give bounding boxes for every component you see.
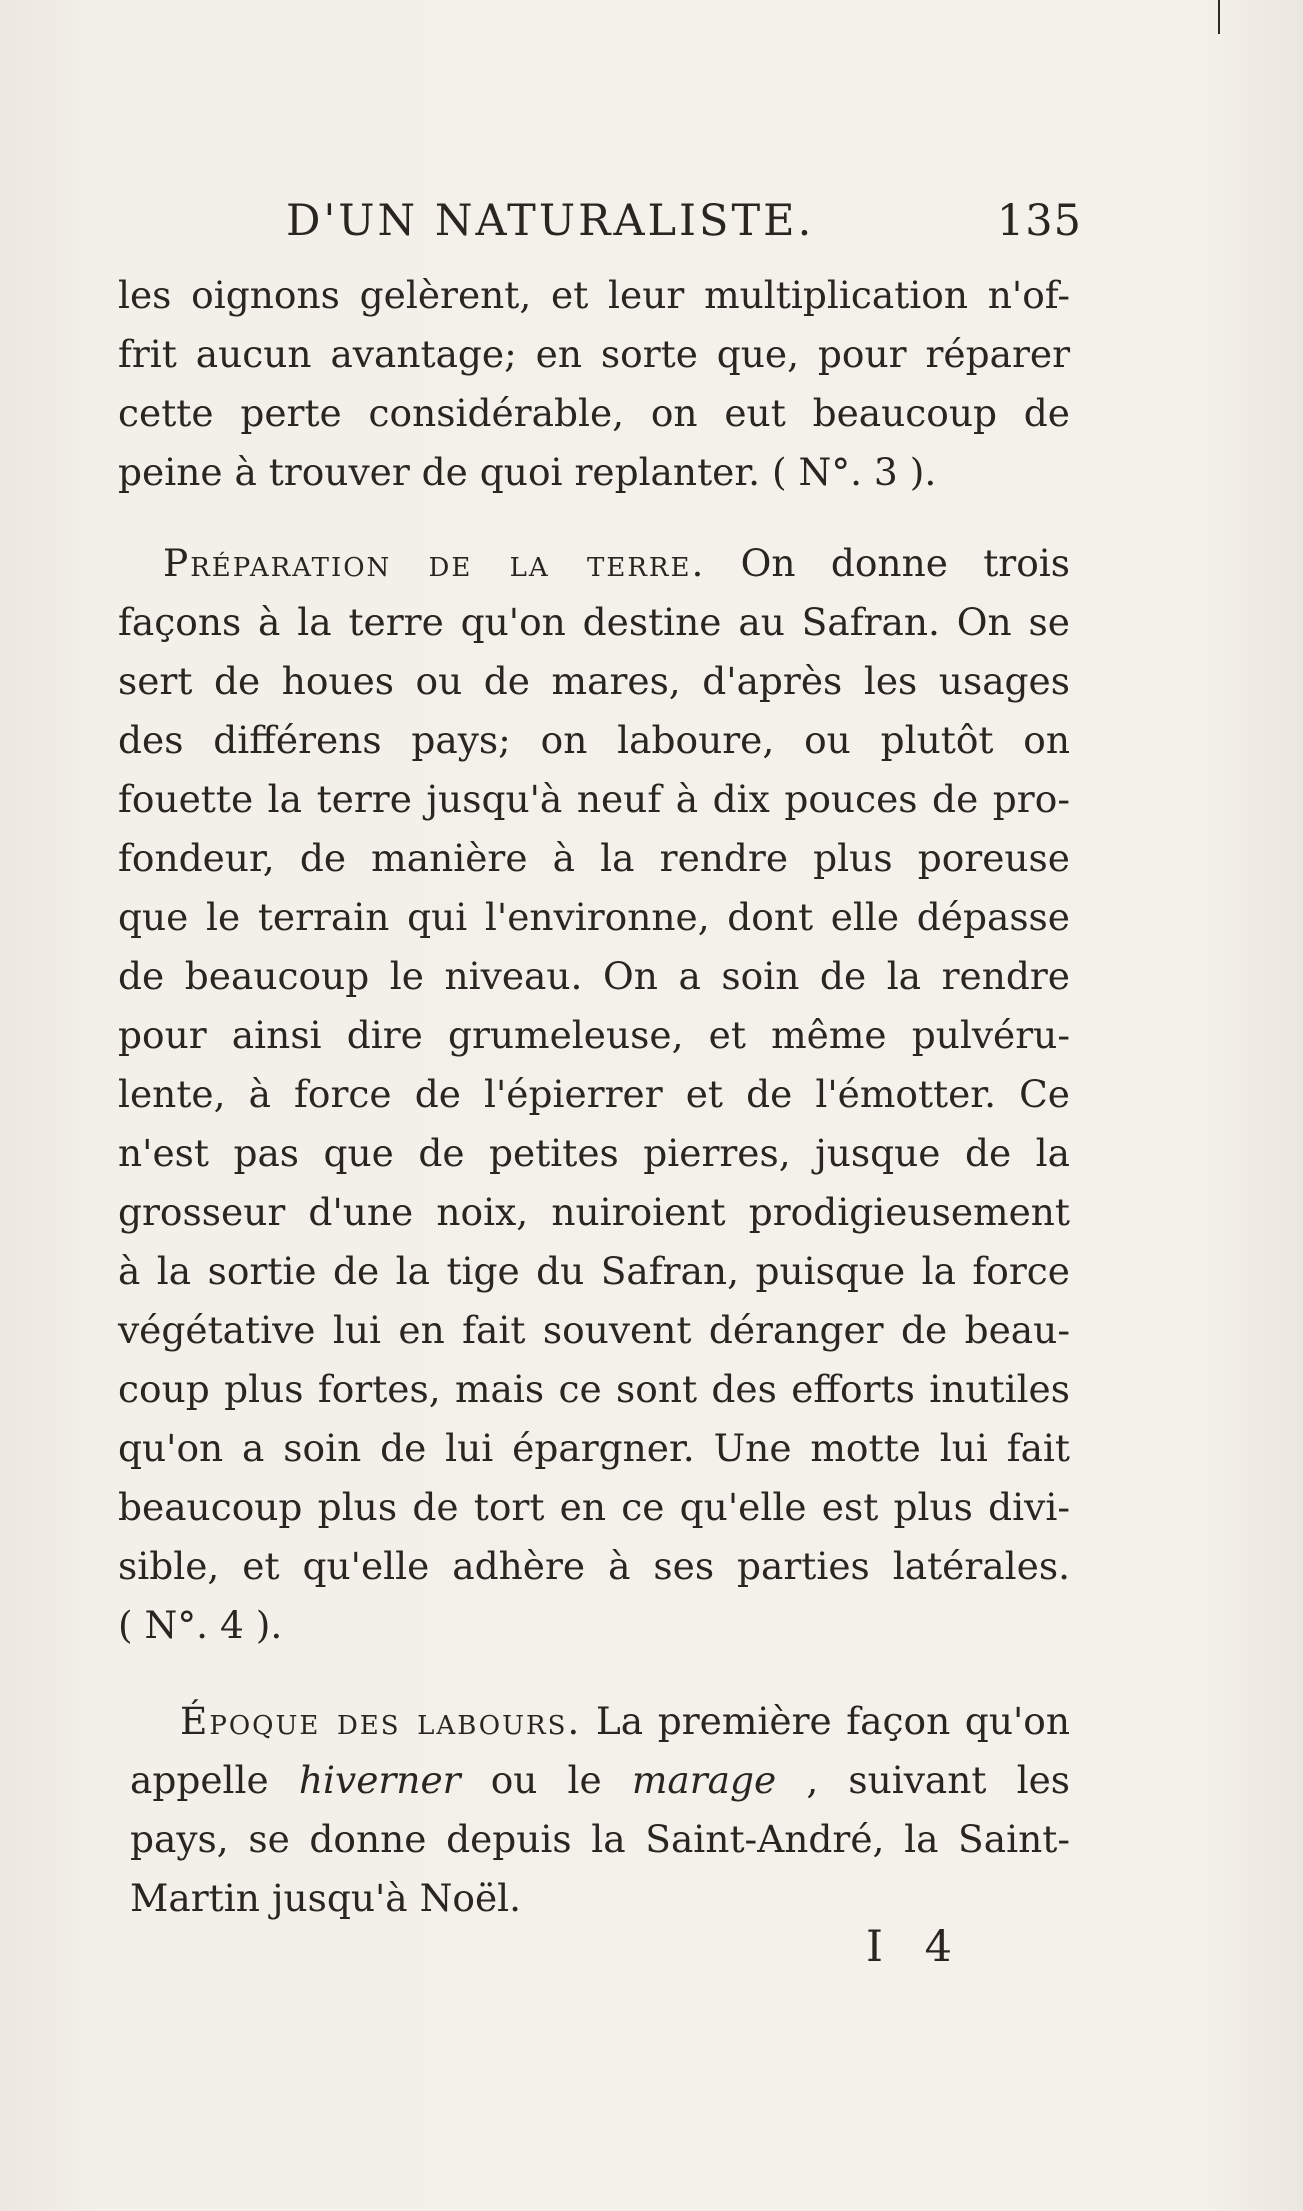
text-line: qu'on a soin de lui épargner. Une motte lui fait <box>118 1426 1070 1470</box>
text-line: façons à la terre qu'on destine au Safran. On se <box>118 600 1070 644</box>
binding-mark <box>1218 0 1220 34</box>
text-line: beaucoup plus de tort en ce qu'elle est plus divi- <box>118 1485 1070 1529</box>
signature-mark: I 4 <box>866 1922 967 1972</box>
text-line: végétative lui en fait souvent déranger de beau- <box>118 1308 1070 1352</box>
text-line: cette perte considérable, on eut beaucoup de <box>118 391 1070 435</box>
paragraph-2 <box>118 534 1070 1655</box>
section-heading: Époque des labours. <box>180 1699 582 1743</box>
paragraph-1 <box>118 266 1070 502</box>
page-number: 135 <box>996 196 1082 246</box>
text-line: fouette la terre jusqu'à neuf à dix pouces de pro- <box>118 777 1070 821</box>
text-line: sert de houes ou de mares, d'après les usages <box>118 659 1070 703</box>
text-line: coup plus fortes, mais ce sont des efforts inutiles <box>118 1367 1070 1411</box>
text-line: les oignons gelèrent, et leur multiplication n'of- <box>118 273 1070 317</box>
text-line: Époque des labours. La première façon qu'on <box>180 1699 1071 1743</box>
text-line: à la sortie de la tige du Safran, puisque la force <box>118 1249 1070 1293</box>
running-title: D'UN NATURALISTE. <box>286 196 815 246</box>
text-line: Martin jusqu'à Noël. <box>130 1876 522 1920</box>
running-header <box>286 196 1082 256</box>
italic-term: hiverner <box>298 1758 461 1802</box>
section-heading: Préparation de la terre. <box>163 541 706 585</box>
text-line: peine à trouver de quoi replanter. ( N°. 3 ). <box>118 450 937 494</box>
text-line: ( N°. 4 ). <box>118 1603 283 1647</box>
text-line: des différens pays; on laboure, ou plutôt on <box>118 718 1070 762</box>
text-line: n'est pas que de petites pierres, jusque de la <box>118 1131 1070 1175</box>
italic-term: marage <box>631 1758 777 1802</box>
text-line: fondeur, de manière à la rendre plus poreuse <box>118 836 1070 880</box>
text-line: sible, et qu'elle adhère à ses parties latérales. <box>118 1544 1070 1588</box>
text-line: lente, à force de l'épierrer et de l'émotter. Ce <box>118 1072 1070 1116</box>
text-line: de beaucoup le niveau. On a soin de la rendre <box>118 954 1070 998</box>
text-line: Préparation de la terre. On donne trois <box>163 541 1071 585</box>
text-line: pour ainsi dire grumeleuse, et même pulvéru- <box>118 1013 1070 1057</box>
text-line: appelle hiverner ou le marage , suivant les <box>130 1758 1071 1802</box>
text-line: pays, se donne depuis la Saint-André, la Saint- <box>130 1817 1070 1861</box>
text-line: grosseur d'une noix, nuiroient prodigieusement <box>118 1190 1070 1234</box>
text-line: frit aucun avantage; en sorte que, pour réparer <box>118 332 1070 376</box>
text-line: que le terrain qui l'environne, dont elle dépasse <box>118 895 1070 939</box>
paragraph-3 <box>118 1692 1070 1928</box>
